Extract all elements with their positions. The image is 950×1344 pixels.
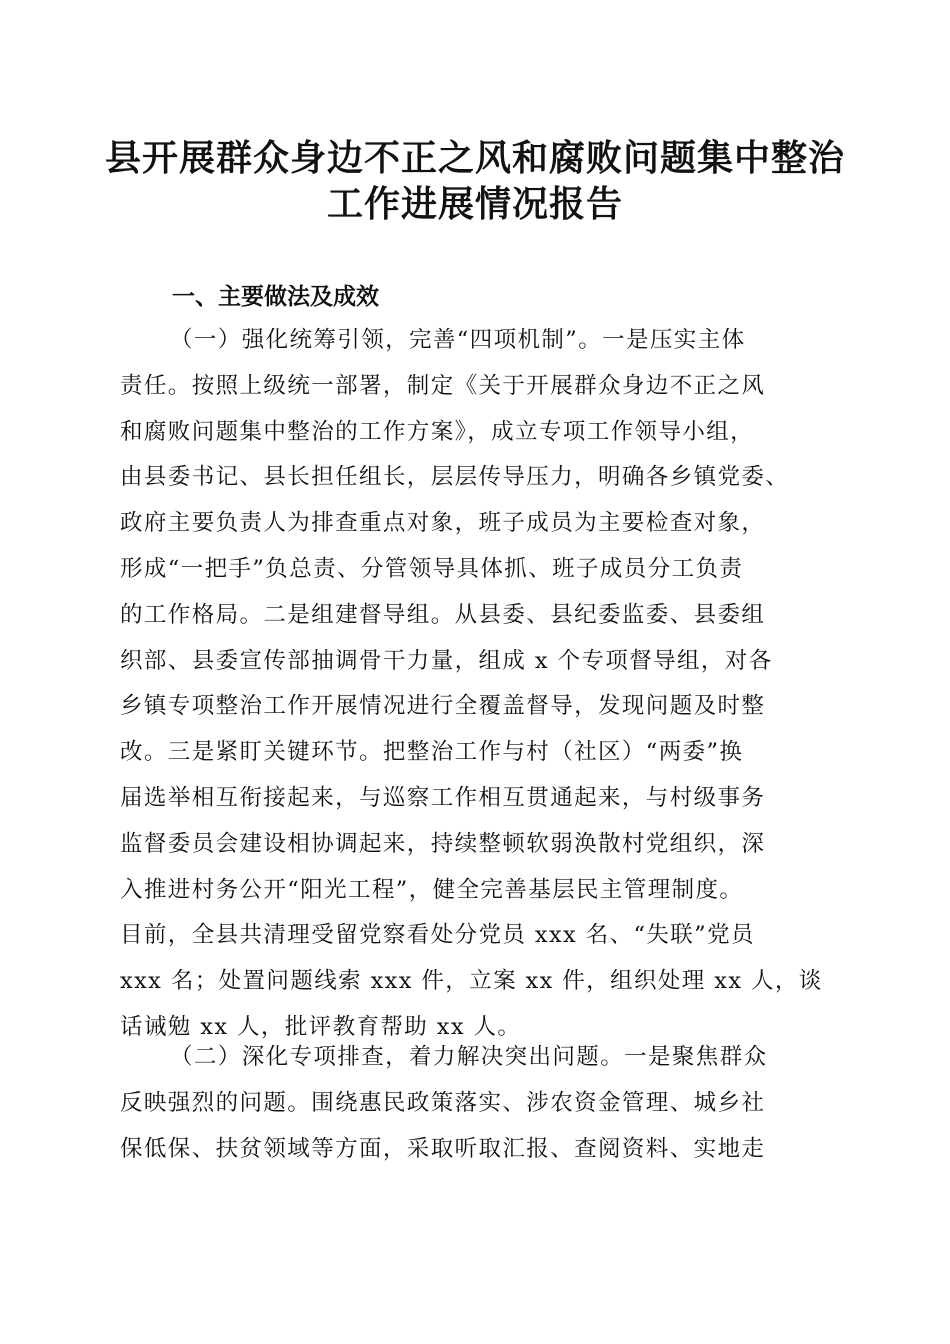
paragraph-line: 乡镇专项整治工作开展情况进行全覆盖督导，发现问题及时整 bbox=[120, 693, 766, 720]
paragraph-line: （一）强化统筹引领，完善“四项机制”。一是压实主体 bbox=[170, 327, 746, 353]
paragraph-line: 反映强烈的问题。围绕惠民政策落实、涉农资金管理、城乡社 bbox=[120, 1089, 766, 1116]
paragraph-line: xxx 名；处置问题线索 xxx 件，立案 xx 件，组织处理 xx 人，谈 bbox=[120, 968, 823, 995]
paragraph-2 bbox=[120, 1035, 836, 1172]
paragraph-line: 的工作格局。二是组建督导组。从县委、县纪委监委、县委组 bbox=[120, 601, 766, 628]
paragraph-line: 由县委书记、县长担任组长，层层传导压力，明确各乡镇党委、 bbox=[120, 464, 790, 491]
paragraph-line: 责任。按照上级统一部署，制定《关于开展群众身边不正之风 bbox=[120, 372, 766, 399]
paragraph-line: 目前，全县共清理受留党察看处分党员 xxx 名、“失联”党员 bbox=[120, 922, 755, 949]
paragraph-line: 形成“一把手”负总责、分管领导具体抓、班子成员分工负责 bbox=[120, 555, 744, 582]
paragraph-line: 监督委员会建设相协调起来，持续整顿软弱涣散村党组织，深 bbox=[120, 830, 766, 857]
paragraph-1 bbox=[120, 318, 836, 1051]
section-heading: 一、主要做法及成效 bbox=[172, 284, 379, 310]
paragraph-line: 保低保、扶贫领域等方面，采取听取汇报、查阅资料、实地走 bbox=[120, 1135, 766, 1162]
paragraph-line: 织部、县委宣传部抽调骨干力量，组成 x 个专项督导组，对各 bbox=[120, 647, 773, 674]
paragraph-line: 话诫勉 xx 人，批评教育帮助 xx 人。 bbox=[120, 1013, 522, 1040]
paragraph-line: 届选举相互衔接起来，与巡察工作相互贯通起来，与村级事务 bbox=[120, 784, 766, 811]
paragraph-line: （二）深化专项排查，着力解决突出问题。一是聚焦群众 bbox=[170, 1044, 768, 1070]
paragraph-line: 改。三是紧盯关键环节。把整治工作与村（社区）“两委”换 bbox=[120, 739, 744, 766]
document-title-line-2: 工作进展情况报告 bbox=[326, 183, 623, 225]
paragraph-line: 政府主要负责人为排查重点对象，班子成员为主要检查对象， bbox=[120, 510, 766, 537]
paragraph-line: 入推进村务公开“阳光工程”，健全完善基层民主管理制度。 bbox=[120, 876, 744, 903]
paragraph-line: 和腐败问题集中整治的工作方案》，成立专项工作领导小组， bbox=[120, 418, 755, 445]
document-title-line-1: 县开展群众身边不正之风和腐败问题集中整治 bbox=[104, 137, 845, 179]
